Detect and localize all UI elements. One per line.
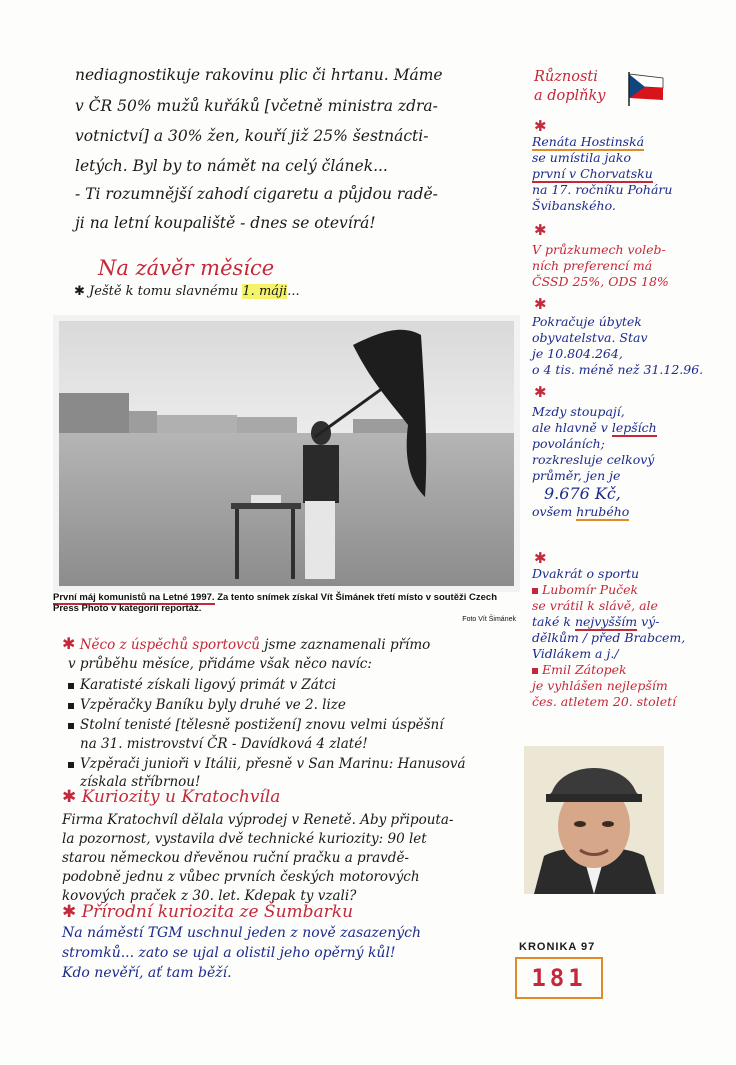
asterisk-icon: ✱ [534, 295, 547, 313]
sports-heading-rest-2: v průběhu měsíce, přidáme však něco navíc: [68, 656, 372, 672]
text-line: Na náměstí TGM uschnul jeden z nově zasazených [62, 925, 421, 941]
may-day-intro [74, 284, 300, 299]
text-line: podobně jednu z vůbec prvních českých motorových [62, 869, 420, 885]
chronicle-label: KRONIKA 97 [519, 941, 596, 953]
photo-credit: Foto Vít Šimánek [462, 616, 516, 623]
section-heading-end-of-month: Na závěr měsíce [98, 256, 275, 280]
bullet-icon [532, 668, 538, 674]
asterisk-icon: ✱ [74, 284, 85, 299]
text-line: nediagnostikuje rakovinu plic či hrtanu. Máme [75, 66, 443, 84]
list-item: Vzpěračky Baníku byly druhé ve 2. lize [68, 697, 346, 713]
sidebar-note: Dvakrát o sportu Lubomír Puček se vrátil k slávě, ale také k nejvyšším vý- dělkům / před Brabcem, Vidlákem a j./ Emil Zátopek je vyhlášen nejlepším čes. atletem 20. století [532, 566, 686, 709]
sidebar-note: Pokračuje úbytek obyvatelstva. Stav je 10.804.264, o 4 tis. méně než 31.12.96. [532, 314, 704, 377]
photo-caption [53, 592, 520, 626]
page-number-box [515, 957, 603, 999]
text-line: stromků... zato se ujal a olistil jeho opěrný kůl! [62, 945, 396, 961]
bullet-icon [68, 683, 74, 689]
asterisk-icon: ✱ [62, 787, 77, 807]
sidebar-note: Renáta Hostinská se umístila jako první v Chorvatsku na 17. ročníku Poháru Švibanského. [532, 134, 673, 213]
sports-heading [62, 634, 430, 653]
asterisk-icon: ✱ [534, 383, 547, 401]
sumbark-heading: ✱ Přírodní kuriozita ze Šumbarku [62, 902, 354, 922]
intro-prefix: Ještě k tomu slavnému [89, 284, 239, 299]
asterisk-icon: ✱ [62, 902, 77, 922]
bullet-icon [68, 703, 74, 709]
text-line: Firma Kratochvíl dělala výprodej v Renetě. Aby připouta- [62, 812, 454, 828]
text-line: ji na letní koupaliště - dnes se otevírá! [75, 214, 376, 232]
bullet-icon [532, 588, 538, 594]
text-line: starou německou dřevěnou ruční pračku a pravdě- [62, 850, 409, 866]
bullet-icon [68, 762, 74, 768]
text-line: Kdo nevěří, ať tam běží. [62, 965, 232, 981]
sidebar-title-line: Různosti [534, 69, 598, 85]
sidebar-note: V průzkumech voleb- ních preferencí má ČSSD 25%, ODS 18% [532, 242, 669, 289]
text-line: kovových praček z 30. let. Kdepak ty vzali? [62, 888, 357, 904]
text-line: la pozornost, vystavila dvě technické kuriozity: 90 let [62, 831, 427, 847]
bullet-icon [68, 723, 74, 729]
list-item-cont: získala stříbrnou! [80, 774, 201, 790]
sidebar-title-line: a doplňky [534, 88, 606, 104]
portrait-photo [524, 746, 664, 894]
list-item: Vzpěrači junioři v Itálii, přesně v San Marinu: Hanusová [68, 756, 466, 772]
sports-heading-rest: jsme zaznamenali přímo [264, 637, 431, 653]
page-number: 181 [531, 964, 587, 992]
list-item: Karatisté získali ligový primát v Zátci [68, 677, 336, 693]
sidebar-note: Mzdy stoupají, ale hlavně v lepších povoláních; rozkresluje celkový průměr, jen je 9.676 Kč, ovšem hrubého [532, 404, 657, 519]
caption-rest: Za tento snímek získal Vít Šimánek třetí místo v soutěži Czech Press Photo v kategorii reportáž. [53, 592, 498, 614]
text-line: - Ti rozumnější zahodí cigaretu a půjdou radě- [75, 185, 438, 203]
curiosities-heading: ✱ Kuriozity u Kratochvíla [62, 787, 281, 807]
asterisk-icon: ✱ [534, 117, 547, 135]
list-item-cont: na 31. mistrovství ČR - Davídková 4 zlaté! [80, 736, 368, 752]
old-man-portrait-illustration [524, 746, 664, 894]
sidebar-title [534, 68, 606, 106]
czech-flag-icon [627, 68, 665, 106]
text-line: v ČR 50% mužů kuřáků [včetně ministra zdra- [75, 97, 438, 115]
asterisk-icon: ✱ [534, 549, 547, 567]
intro-highlight: 1. máji [242, 284, 288, 299]
text-line: letých. Byl by to námět na celý článek... [75, 157, 388, 175]
asterisk-icon: ✱ [534, 221, 547, 239]
list-item: Stolní tenisté [tělesně postižení] znovu velmi úspěšní [68, 717, 444, 733]
text-line: votnictví] a 30% žen, kouří již 25% šestnácti- [75, 127, 429, 145]
caption-underlined: První máj komunistů na Letné 1997. [53, 592, 215, 603]
intro-suffix: ... [287, 284, 300, 299]
may-day-photo [53, 315, 520, 592]
sports-heading-red: Něco z úspěchů sportovců [79, 637, 260, 653]
asterisk-icon: ✱ [62, 634, 76, 653]
flag-waver-photo-illustration [53, 315, 520, 592]
